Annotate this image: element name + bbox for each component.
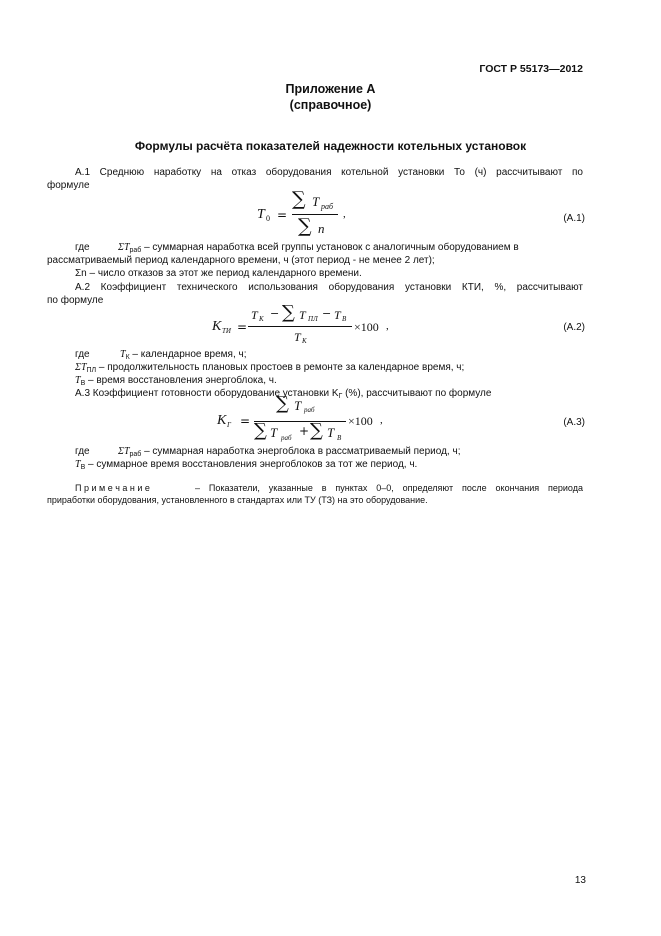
formula-a2-comma: , (386, 320, 389, 332)
formula-a2-den: T (294, 330, 301, 344)
formula-a3-plus: + (299, 424, 310, 438)
where-a1-def2: Σn – число отказов за этот же период календарного времени. (75, 268, 362, 279)
where-a3-gde: где (75, 446, 90, 457)
formula-a1-lhs-sub: 0 (266, 214, 270, 223)
formula-a1-sum-num: ∑ (292, 188, 306, 210)
formula-a3-fraction-bar (254, 421, 346, 422)
appendix-subtitle: (справочное) (289, 98, 372, 112)
formula-a3-sum-den2: ∑ (310, 420, 323, 441)
where-a1-def1: $\Sigma T_{раб}$ – суммарная наработка всей группы установок с аналогичным оборудованием в (118, 242, 519, 254)
para-a1-line1: А.1 Среднюю наработку на отказ оборудования котельной установки То (ч) рассчитывают по (75, 167, 583, 178)
formula-a2-tk: T (251, 308, 258, 322)
note-line2: приработки оборудования, установленного в стандартах или ТУ (ТЗ) на это оборудование. (47, 495, 428, 505)
formula-a2-lhs: K (212, 319, 222, 334)
formula-a3-den2-sub: В (337, 434, 342, 442)
formula-a3-comma: , (380, 414, 383, 426)
formula-a2-sum: ∑ (282, 302, 295, 323)
formula-a2-tpl: T (299, 308, 306, 322)
formula-a2-times100: ×100 (354, 320, 379, 334)
formula-a2-minus2: − (322, 307, 332, 320)
formula-a1-sum-den: ∑ (298, 215, 312, 237)
formula-a3-sum-den1: ∑ (254, 420, 267, 441)
formula-a1-comma: , (343, 208, 346, 220)
where-a2-def3: $T_В$ – время восстановления энергоблока, ч. (75, 375, 277, 387)
formula-a1-num-var: T (312, 194, 320, 209)
formula-a3-equals: = (240, 414, 251, 428)
formula-a1-equals: = (277, 208, 288, 222)
formula-a1-den-var: n (318, 221, 325, 236)
where-a2-gde: где (75, 349, 90, 360)
where-a2-def1: $T_К$ – календарное время, ч; (120, 349, 247, 361)
formula-a3-den2: T (327, 425, 335, 440)
formula-a2-tk-sub: К (259, 315, 264, 323)
formula-a3-lhs: K (217, 413, 227, 428)
formula-a2-number: (А.2) (563, 322, 585, 333)
section-title: Формулы расчёта показателей надежности котельных установок (134, 139, 527, 153)
formula-a2-lhs-sub: ТИ (222, 327, 231, 335)
where-a2-def2: $\Sigma T_{ПЛ}$ – продолжительность плановых простоев в ремонте за календарное время, ч; (75, 362, 465, 374)
where-a3-def2: $T_В$ – суммарное время восстановления энергоблоков за тот же период, ч. (75, 459, 418, 471)
para-a2-line2: по формуле (47, 295, 104, 306)
formula-a3-den1: T (270, 425, 278, 440)
formula-a3 (212, 393, 402, 447)
formula-a2-den-sub: К (302, 337, 307, 345)
formula-a3-num-var: T (294, 398, 302, 413)
formula-a2-tb-sub: В (342, 315, 347, 323)
formula-a2-minus1: − (270, 307, 280, 320)
document-header: ГОСТ Р 55173—2012 (479, 63, 583, 75)
formula-a3-number: (А.3) (563, 417, 585, 428)
para-a2-line1: А.2 Коэффициент технического использования оборудования установки КТИ, %, рассчитывают (75, 282, 583, 293)
appendix-title: Приложение А (285, 82, 376, 96)
page-number: 13 (574, 875, 586, 886)
formula-a1-lhs: T (257, 207, 265, 222)
where-a1-def1-cont: рассматриваемый период календарного времени, ч (этот период - не менее 2 лет); (47, 255, 435, 266)
formula-a1-number: (А.1) (563, 213, 585, 224)
formula-a2-fraction-bar (248, 326, 352, 327)
formula-a2-tpl-sub: ПЛ (308, 315, 318, 323)
note-line1: – Показатели, указанные в пунктах 0–0, определяют после окончания периода (195, 483, 583, 493)
formula-a1-num-sub: раб (321, 202, 334, 211)
formula-a3-den1-sub: раб (281, 434, 292, 442)
formula-a3-num-sub: раб (304, 406, 315, 414)
note-label: П р и м е ч а н и е (75, 483, 150, 493)
formula-a2-equals: = (237, 320, 248, 334)
formula-a3-times100: ×100 (348, 414, 373, 428)
where-a3-def1: $\Sigma T_{раб}$ – суммарная наработка энергоблока в рассматриваемый период, ч; (118, 446, 461, 458)
para-a3-line1: А.3 Коэффициент готовности оборудование установки $K_Г$ (%), рассчитывают по формуле (75, 388, 492, 400)
para-a1-line2: формуле (47, 180, 90, 191)
where-a1-gde: где (75, 242, 90, 253)
formula-a1 (250, 190, 360, 250)
formula-a3-sum-num: ∑ (276, 393, 289, 414)
formula-a2-tb: T (334, 308, 341, 322)
formula-a3-lhs-sub: Г (227, 421, 231, 429)
